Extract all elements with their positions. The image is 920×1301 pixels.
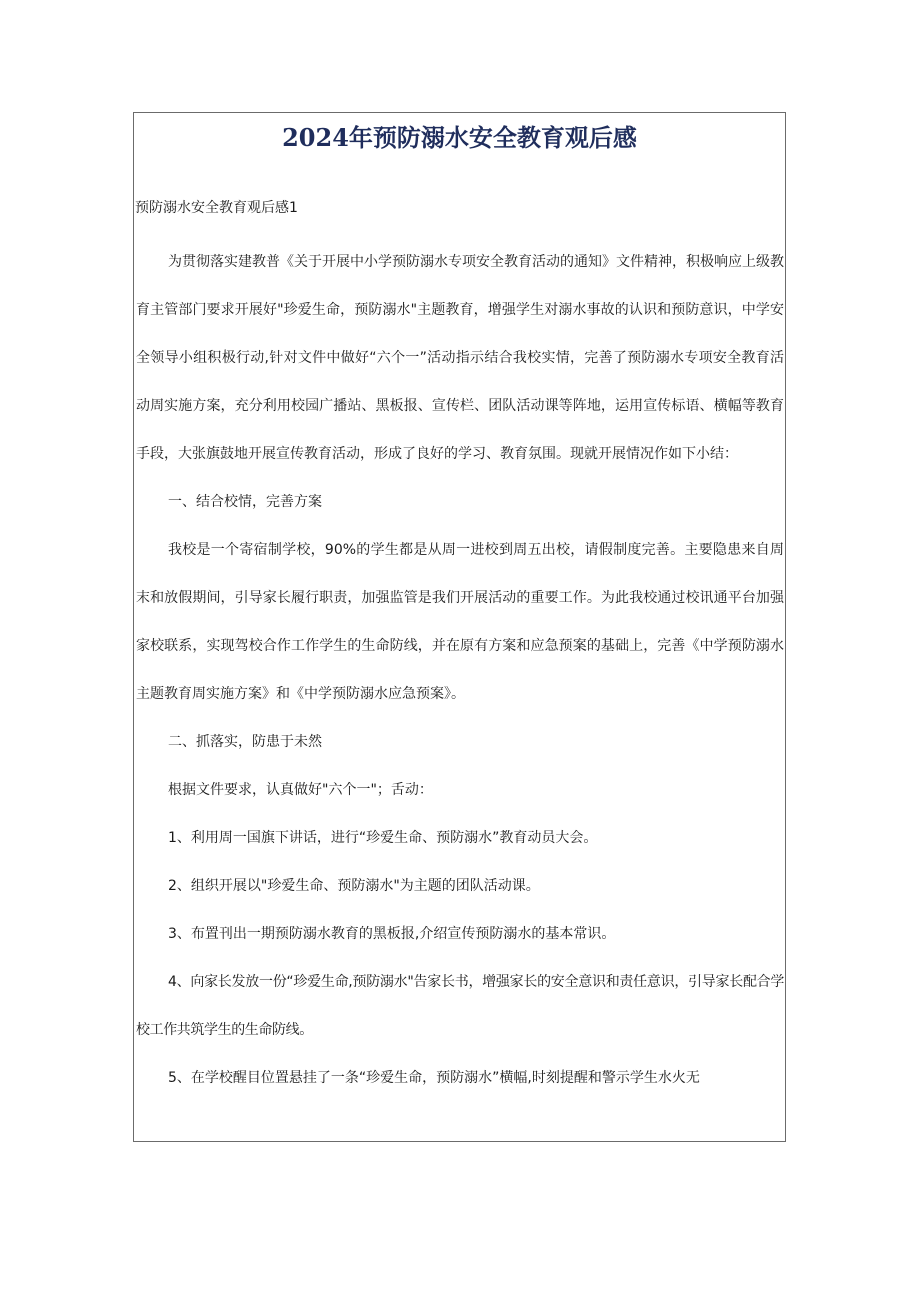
document-body (136, 238, 784, 1102)
list-item-4: 4、向家长发放一份“珍爱生命,预防溺水"告家长书，增强家长的安全意识和责任意识，引导家长配合学校工作共筑学生的生命防线。 (136, 974, 784, 1038)
list-item-2: 2、组织开展以"珍爱生命、预防溺水"为主题的团队活动课。 (168, 878, 540, 894)
document-page (133, 112, 786, 1142)
list-item-3: 3、布置刊出一期预防溺水教育的黑板报,介绍宣传预防溺水的基本常识。 (168, 926, 616, 942)
list-item-1: 1、利用周一国旗下讲话，进行“珍爱生命、预防溺水”教育动员大会。 (168, 830, 598, 846)
document-title: 2024年预防溺水安全教育观后感 (282, 123, 637, 152)
list-item-5: 5、在学校醒目位置悬挂了一条“珍爱生命，预防溺水”横幅,时刻提醒和警示学生水火无 (168, 1070, 700, 1086)
paragraph-intro: 为贯彻落实建教普《关于开展中小学预防溺水专项安全教育活动的通知》文件精神，积极响应上级教育主管部门要求开展好"珍爱生命，预防溺水"主题教育，增强学生对溺水事故的认识和预防意识，中学安全领导小组积极行动,针对文件中做好“六个一”活动指示结合我校实情，完善了预防溺水专项安全教育活动周实施方案，充分利用校园广播站、黑板报、宣传栏、团队活动课等阵地，运用宣传标语、横幅等教育手段，大张旗鼓地开展宣传教育活动，形成了良好的学习、教育氛围。现就开展情况作如下小结： (136, 254, 784, 462)
paragraph-six-activities: 根据文件要求，认真做好"六个一"；舌动： (168, 782, 433, 798)
section-heading-1: 一、结合校情，完善方案 (168, 494, 322, 510)
document-subtitle: 预防溺水安全教育观后感1 (135, 200, 298, 216)
section-heading-2: 二、抓落实，防患于未然 (168, 734, 322, 750)
paragraph-section-1: 我校是一个寄宿制学校，90%的学生都是从周一进校到周五出校，请假制度完善。主要隐患来自周末和放假期间，引导家长履行职责，加强监管是我们开展活动的重要工作。为此我校通过校讯通平台加强家校联系，实现驾校合作工作学生的生命防线，并在原有方案和应急预案的基础上，完善《中学预防溺水主题教育周实施方案》和《中学预防溺水应急预案》。 (136, 542, 784, 702)
